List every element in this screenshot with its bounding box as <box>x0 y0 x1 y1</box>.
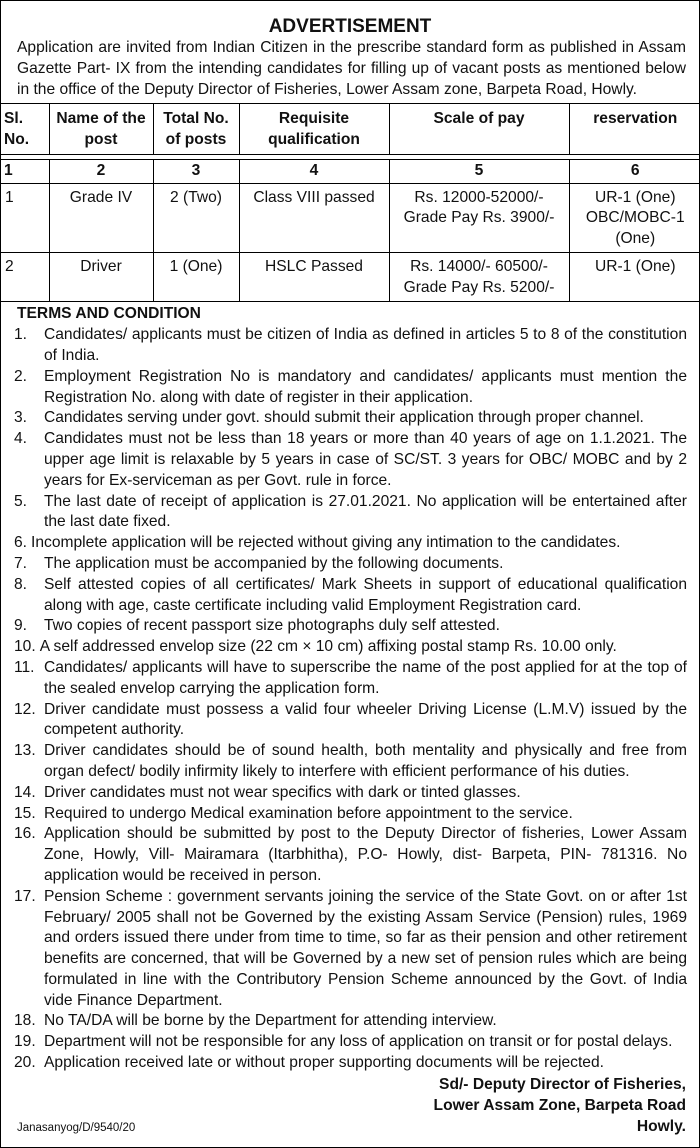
term-number: 20. <box>14 1054 36 1072</box>
terms-list <box>1 325 699 1074</box>
list-item <box>14 804 687 825</box>
header-total-posts: Total No. of posts <box>153 104 239 155</box>
cell-scale-of-pay: Rs. 14000/- 60500/- Grade Pay Rs. 5200/- <box>389 253 569 302</box>
cell-sl-no: 2 <box>1 253 49 302</box>
list-item <box>14 658 687 700</box>
header-scale-of-pay: Scale of pay <box>389 104 569 155</box>
column-number: 1 <box>1 160 49 184</box>
term-text: Required to undergo Medical examination before appointment to the service. <box>44 804 573 822</box>
cell-total-posts: 1 (One) <box>153 253 239 302</box>
term-number: 9. <box>14 617 28 635</box>
cell-post-name: Driver <box>49 253 153 302</box>
signature-line: Lower Assam Zone, Barpeta Road <box>433 1096 686 1114</box>
cell-total-posts: 2 (Two) <box>153 183 239 253</box>
term-number: 5. <box>14 492 28 510</box>
cell-qualification: Class VIII passed <box>239 183 389 253</box>
list-item <box>14 1032 687 1053</box>
header-post-name: Name of the post <box>49 104 153 155</box>
term-number: 18. <box>14 1012 36 1030</box>
table-header-row <box>1 104 700 155</box>
column-number: 6 <box>569 160 700 184</box>
signature-line: Howly. <box>636 1117 686 1135</box>
header-reservation: reservation <box>569 104 700 155</box>
list-item <box>14 887 687 1012</box>
term-number: 16. <box>14 825 36 843</box>
term-text: Application received late or without proper supporting documents will be rejected. <box>44 1054 604 1072</box>
reference-code: Janasanyog/D/9540/20 <box>17 1122 136 1134</box>
term-number: 14. <box>14 783 36 801</box>
list-item <box>14 824 687 886</box>
term-text: Driver candidates should be of sound health, both mentality and physically and free from organ defect/ bodily infirmity likely to interfere with efficient performance of his duties. <box>44 742 687 780</box>
list-item <box>14 741 687 783</box>
list-item <box>14 700 687 742</box>
term-number: 4. <box>14 430 28 448</box>
list-item <box>14 783 687 804</box>
cell-sl-no: 1 <box>1 183 49 253</box>
term-number: 10. <box>14 638 36 656</box>
list-item <box>14 325 687 367</box>
list-item <box>14 616 687 637</box>
term-text: Candidates serving under govt. should submit their application through proper channel. <box>44 409 644 427</box>
term-text: Two copies of recent passport size photographs duly self attested. <box>44 617 500 635</box>
term-text: Candidates must not be less than 18 years or more than 40 years of age on 1.1.2021. The upper age limit is relaxable by 5 years in case of SC/ST. 3 years for OBC/ MOBC and by 2 years for Ex-serviceman as per Govt. rule in force. <box>44 430 687 489</box>
term-number: 17. <box>14 887 36 905</box>
term-text: Driver candidates must not wear specifics with dark or tinted glasses. <box>44 783 521 801</box>
page-title: ADVERTISEMENT <box>268 16 432 37</box>
list-item <box>14 554 687 575</box>
term-number: 19. <box>14 1033 36 1051</box>
column-number-row <box>1 160 700 184</box>
column-number: 3 <box>153 160 239 184</box>
term-text: Driver candidate must possess a valid four wheeler Driving License (L.M.V) issued by the competent authority. <box>44 700 687 739</box>
list-item <box>14 429 687 491</box>
term-number: 6. <box>14 534 28 552</box>
posts-table <box>1 103 700 302</box>
term-text: The application must be accompanied by the following documents. <box>44 554 504 572</box>
cell-reservation: UR-1 (One) <box>569 253 700 302</box>
term-number: 8. <box>14 575 28 593</box>
term-text: Self attested copies of all certificates/ Mark Sheets in support of educational qualification along with age, caste certificate including valid Employment Registration card. <box>44 575 687 614</box>
list-item <box>14 367 687 409</box>
term-number: 1. <box>14 326 28 344</box>
cell-scale-of-pay: Rs. 12000-52000/- Grade Pay Rs. 3900/- <box>389 183 569 253</box>
list-item <box>14 492 687 534</box>
header-sl-no: Sl. No. <box>1 104 49 155</box>
column-number: 2 <box>49 160 153 184</box>
intro-paragraph: Application are invited from Indian Citizen in the prescribe standard form as published in Assam Gazette Part- IX from the intending candidates for filling up of vacant posts as mentioned below in the office of the Deputy Director of Fisheries, Lower Assam zone, Barpeta Road, Howly. <box>17 39 686 98</box>
term-number: 12. <box>14 700 36 718</box>
cell-qualification: HSLC Passed <box>239 253 389 302</box>
term-text: A self addressed envelop size (22 cm × 10 cm) affixing postal stamp Rs. 10.00 only. <box>39 638 617 656</box>
list-item <box>14 533 687 554</box>
header-qualification: Requisite qualification <box>239 104 389 155</box>
term-text: Department will not be responsible for any loss of application on transit or for postal delays. <box>44 1033 673 1051</box>
list-item <box>14 637 687 658</box>
list-item <box>14 1011 687 1032</box>
term-text: Incomplete application will be rejected without giving any intimation to the candidates. <box>31 534 621 552</box>
term-text: Application should be submitted by post to the Deputy Director of fisheries, Lower Assam Zone, Howly, Vill- Mairamara (Itarbhitha), P.O- Howly, dist- Barpeta, PIN- 781316. No application would be received in person. <box>44 825 687 884</box>
term-number: 7. <box>14 554 28 572</box>
column-number: 5 <box>389 160 569 184</box>
list-item <box>14 408 687 429</box>
term-text: No TA/DA will be borne by the Department for attending interview. <box>44 1012 497 1030</box>
term-text: Employment Registration No is mandatory and candidates/ applicants must mention the Registration No. along with date of register in their application. <box>44 367 687 406</box>
list-item <box>14 1053 687 1074</box>
list-item <box>14 575 687 617</box>
term-number: 13. <box>14 742 36 760</box>
term-text: Candidates/ applicants will have to superscribe the name of the post applied for at the top of the sealed envelop carrying the application form. <box>44 658 687 697</box>
terms-heading: TERMS AND CONDITION <box>17 305 201 323</box>
cell-reservation: UR-1 (One) OBC/MOBC-1 (One) <box>569 183 700 253</box>
term-text: Pension Scheme : government servants joining the service of the State Govt. on or after 1st February/ 2005 shall not be Governed by the existing Assam Service (Pension) rules, 1969 and orders issued there under from time to time, so far as their pension and other retirement benefits are concerned, that will be Governed by a new set of pension rules which are being formulated in line with the Contributory Pension Scheme announced by the Govt. of India vide Finance Department. <box>44 887 687 1009</box>
term-number: 3. <box>14 409 28 427</box>
term-number: 15. <box>14 804 36 822</box>
signature-line: Sd/- Deputy Director of Fisheries, <box>439 1075 686 1093</box>
term-text: Candidates/ applicants must be citizen of India as defined in articles 5 to 8 of the constitution of India. <box>44 326 687 364</box>
term-number: 2. <box>14 367 28 385</box>
term-text: The last date of receipt of application is 27.01.2021. No application will be entertained after the last date fixed. <box>44 492 687 531</box>
table-row <box>1 183 700 253</box>
column-number: 4 <box>239 160 389 184</box>
cell-post-name: Grade IV <box>49 183 153 253</box>
term-number: 11. <box>14 658 35 676</box>
table-row <box>1 253 700 302</box>
